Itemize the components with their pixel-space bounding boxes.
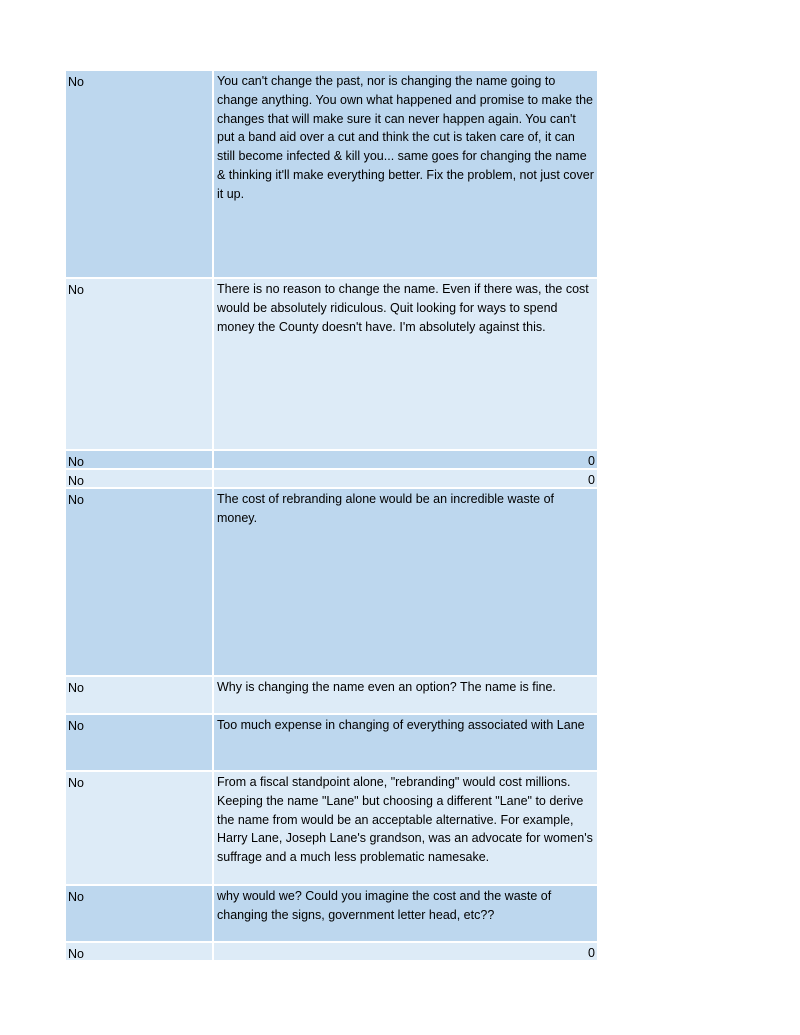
table-row xyxy=(66,943,597,960)
comment-cell[interactable]: why would we? Could you imagine the cost and the waste of changing the signs, government letter head, etc?? xyxy=(214,886,597,941)
answer-cell[interactable]: No xyxy=(66,677,212,713)
answer-cell[interactable]: No xyxy=(66,71,212,277)
comment-cell[interactable]: 0 xyxy=(214,451,597,468)
table-row xyxy=(66,715,597,770)
table-row xyxy=(66,772,597,884)
table-row xyxy=(66,451,597,468)
table-row xyxy=(66,279,597,449)
answer-cell[interactable]: No xyxy=(66,943,212,960)
answer-cell[interactable]: No xyxy=(66,715,212,770)
answer-cell[interactable]: No xyxy=(66,489,212,675)
comment-cell[interactable]: Why is changing the name even an option? The name is fine. xyxy=(214,677,597,713)
comment-cell[interactable]: The cost of rebranding alone would be an incredible waste of money. xyxy=(214,489,597,675)
table-row xyxy=(66,489,597,675)
comment-cell[interactable]: 0 xyxy=(214,470,597,487)
comment-cell[interactable]: From a fiscal standpoint alone, "rebranding" would cost millions. Keeping the name "Lane" but choosing a different "Lane" to derive the name from would be an acceptable alternative. For example, Harry Lane, Joseph Lane's grandson, was an advocate for women's suffrage and a much less problematic namesake. xyxy=(214,772,597,884)
comment-cell[interactable]: You can't change the past, nor is changing the name going to change anything. You own what happened and promise to make the changes that will make sure it can never happen again. You can't put a band aid over a cut and think the cut is taken care of, it can still become infected & kill you... same goes for changing the name & thinking it'll make everything better. Fix the problem, not just cover it up. xyxy=(214,71,597,277)
answer-cell[interactable]: No xyxy=(66,772,212,884)
table-row xyxy=(66,71,597,277)
comment-cell[interactable]: Too much expense in changing of everything associated with Lane xyxy=(214,715,597,770)
table-row xyxy=(66,677,597,713)
comment-cell[interactable]: There is no reason to change the name. Even if there was, the cost would be absolutely ridiculous. Quit looking for ways to spend money the County doesn't have. I'm absolutely against this. xyxy=(214,279,597,449)
answer-cell[interactable]: No xyxy=(66,886,212,941)
answer-cell[interactable]: No xyxy=(66,470,212,487)
comment-cell[interactable]: 0 xyxy=(214,943,597,960)
table-row xyxy=(66,886,597,941)
answer-cell[interactable]: No xyxy=(66,279,212,449)
table-row xyxy=(66,470,597,487)
survey-response-table xyxy=(66,71,597,962)
answer-cell[interactable]: No xyxy=(66,451,212,468)
